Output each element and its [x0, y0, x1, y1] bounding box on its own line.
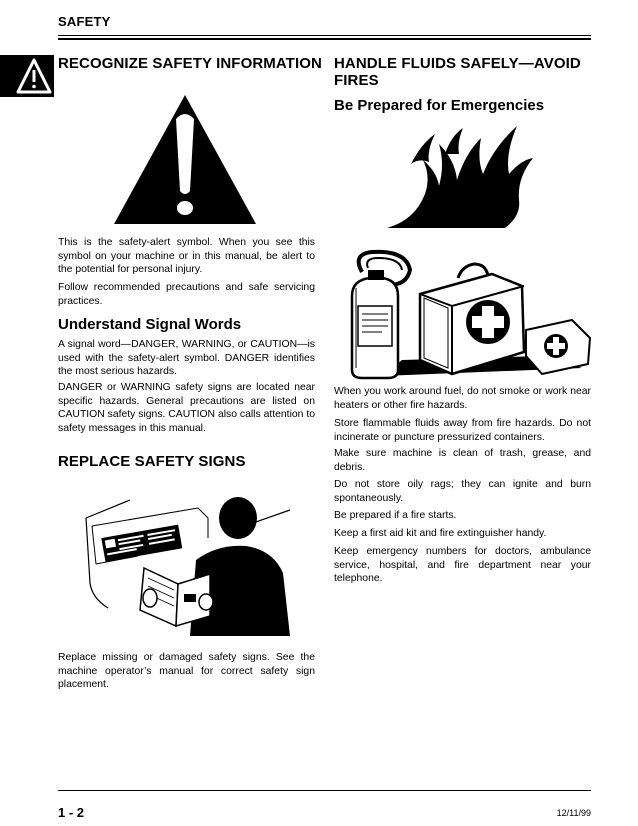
- extinguisher-first-aid-illustration: [342, 248, 592, 383]
- warning-triangle-icon: [0, 55, 54, 97]
- fluids-paragraph-5: Be prepared if a fire starts.: [334, 510, 457, 521]
- fluids-paragraph-3: Make sure machine is clean of trash, grease, and debris.: [334, 448, 591, 473]
- recognize-safety-title: RECOGNIZE SAFETY INFORMATION: [58, 55, 322, 72]
- footer-rule: [58, 790, 591, 791]
- revision-date: 12/11/99: [556, 808, 591, 818]
- recognize-paragraph-2: Follow recommended precautions and safe servicing practices.: [58, 282, 315, 307]
- person-reading-manual-illustration: [78, 488, 293, 636]
- be-prepared-subtitle: Be Prepared for Emergencies: [334, 97, 545, 114]
- header-rule-thin: [58, 35, 591, 36]
- header-rule-thick: [58, 38, 591, 40]
- safety-alert-symbol-icon: [110, 91, 260, 229]
- safety-side-tab: [0, 55, 54, 97]
- flame-icon: [385, 124, 535, 230]
- fluids-paragraph-1: When you work around fuel, do not smoke or work near heaters or other fire hazards.: [334, 386, 591, 411]
- signal-words-title: Understand Signal Words: [58, 316, 242, 333]
- fluids-paragraph-2: Store flammable fluids away from fire hazards. Do not incinerate or puncture pressurized containers.: [334, 418, 591, 443]
- signal-paragraph-1: A signal word—DANGER, WARNING, or CAUTION—is used with the safety-alert symbol. DANGER identifies the most serious hazards.: [58, 339, 315, 378]
- handle-fluids-title-line-2: FIRES: [334, 72, 379, 89]
- fluids-paragraph-4: Do not store oily rags; they can ignite and burn spontaneously.: [334, 479, 591, 504]
- page-number: 1 - 2: [58, 805, 85, 820]
- recognize-paragraph-1: This is the safety-alert symbol. When you see this symbol on your machine or in this manual, be alert to the potential for personal injury.: [58, 237, 315, 276]
- fluids-paragraph-7: Keep emergency numbers for doctors, ambulance service, hospital, and fire department near your telephone.: [334, 546, 591, 585]
- section-header: SAFETY: [58, 14, 111, 29]
- handle-fluids-title-line-1: HANDLE FLUIDS SAFELY—AVOID: [334, 55, 581, 72]
- replace-paragraph-1: Replace missing or damaged safety signs. See the machine operator’s manual for correct safety sign placement.: [58, 652, 315, 691]
- signal-paragraph-2: DANGER or WARNING safety signs are located near specific hazards. General precautions are listed on CAUTION safety signs. CAUTION also calls attention to safety messages in this manual.: [58, 382, 315, 434]
- replace-signs-title: REPLACE SAFETY SIGNS: [58, 453, 246, 470]
- fluids-paragraph-6: Keep a first aid kit and fire extinguisher handy.: [334, 528, 547, 539]
